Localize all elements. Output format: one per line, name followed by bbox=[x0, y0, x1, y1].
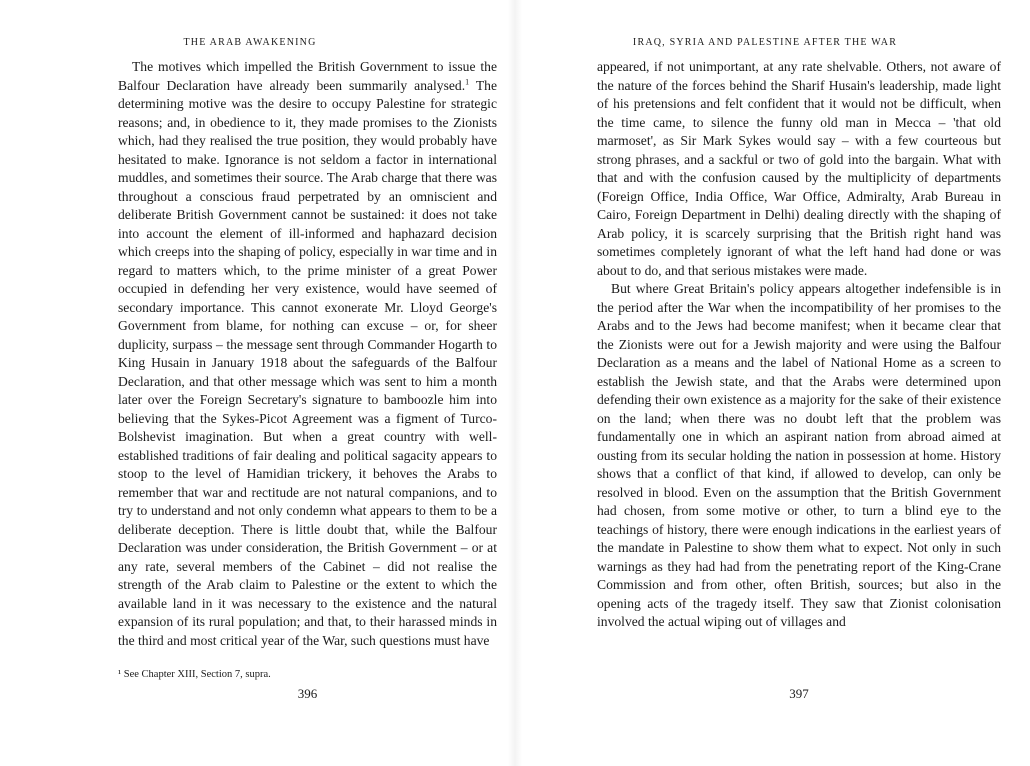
footnote: ¹ See Chapter XIII, Section 7, supra. bbox=[118, 669, 271, 680]
left-paragraph-start: The motives which impelled the British Government to issue the Balfour Declaration have already been summarily analysed. bbox=[118, 59, 497, 93]
right-page bbox=[515, 0, 1030, 766]
page-number-right: 397 bbox=[789, 686, 809, 701]
page-number-left: 396 bbox=[297, 686, 318, 701]
footnote-marker: 1 bbox=[465, 76, 470, 86]
running-head-left: THE ARAB AWAKENING bbox=[183, 37, 317, 48]
left-paragraph-rest: The determining motive was the desire to occupy Palestine for strategic reasons; and, in obedience to it, they made promises to the Zionists which, had they realised the true position, they would probably have hesitated to make. Ignorance is not seldom a factor in international muddles, and sometimes their source. The Arab charge that there was throughout a conscious fraud perpetrated by an omniscient and deliberate British Government cannot be sustained: it does not take into account the element of ill-informed and haphazard decision which creeps into the shaping of policy, especially in war time and in regard to matters which, to the prime minister of a great Power occupied in defending her very existence, would have seemed of secondary importance. This cannot exonerate Mr. Lloyd George's Government from blame, for nothing can excuse – or, for sheer duplicity, surpass – the message sent through Commander Hogarth to King Husain in January 1918 about the safeguards of the Balfour Declaration, and that other message which was sent to him a month later over the Foreign Secretary's signature to bamboozle him into believing that the Sykes-Picot Agreement was a figment of Turco-Bolshevist imagination. But when a great country with well-established traditions of fair dealing and political sagacity appears to stoop to the level of Hamidian trickery, it behoves the Arabs to remember that war and rectitude are not natural companions, and to try to understand and not only condemn what appears to them to be a deliberate deception. There is little doubt that, while the Balfour Declaration was under consideration, the British Government – or at any rate, several members of the Cabinet – did not realise the strength of the Arab claim to Palestine or the extent to which the available land in it was necessary to the existence and the natural expansion of its rural population; and that, to their harassed minds in the third and most critical year of the War, such questions must have bbox=[118, 77, 497, 648]
left-page-body bbox=[118, 58, 497, 650]
right-paragraph-1: appeared, if not unimportant, at any rate shelvable. Others, not aware of the nature of the forces behind the Sharif Husain's leadership, made light of his pretensions and felt confident that it would not be difficult, when the time came, to silence the funny old man in Mecca – 'that old marmoset', as Sir Mark Sykes would say – with a few courteous but strong phrases, and a sackful or two of gold into the bargain. What with that and with the confusion caused by the multiplicity of departments (Foreign Office, India Office, War Office, Admiralty, Arab Bureau in Cairo, Foreign Department in Delhi) dealing directly with the shaping of Arab policy, it is scarcely surprising that the British right hand was sometimes completely ignorant of what the left hand had done or was about to do, and that serious mistakes were made. bbox=[597, 59, 1001, 278]
right-page-body bbox=[597, 58, 1001, 632]
left-paragraph bbox=[118, 58, 497, 650]
running-head-right: IRAQ, SYRIA AND PALESTINE AFTER THE WAR bbox=[632, 37, 898, 48]
right-paragraph-2: But where Great Britain's policy appears altogether indefensible is in the period after the War when the incompatibility of her promises to the Arabs and to the Jews had become manifest; when it became clear that the Zionists were out for a Jewish majority and were using the Balfour Declaration as a means and the label of National Home as a screen to establish the Jewish state, and that the Arabs were determined upon defending their own existence as a majority for the sake of their existence on the land; when there was no doubt left that the problem was fundamentally one in which an aspirant nation from abroad aimed at ousting from its secular holding the nation in possession at home. History shows that a conflict of that kind, if allowed to develop, can only be resolved in blood. Even on the assumption that the British Government had chosen, from some motive or other, to turn a blind eye to the teachings of history, there were enough indications in the earliest years of the mandate in Palestine to show them what to expect. Not only in such warnings as they had had from the penetrating report of the King-Crane Commission and from other, often British, sources; but also in the opening acts of the tragedy itself. They saw that Zionist colonisation involved the actual wiping out of villages and bbox=[597, 281, 1001, 629]
